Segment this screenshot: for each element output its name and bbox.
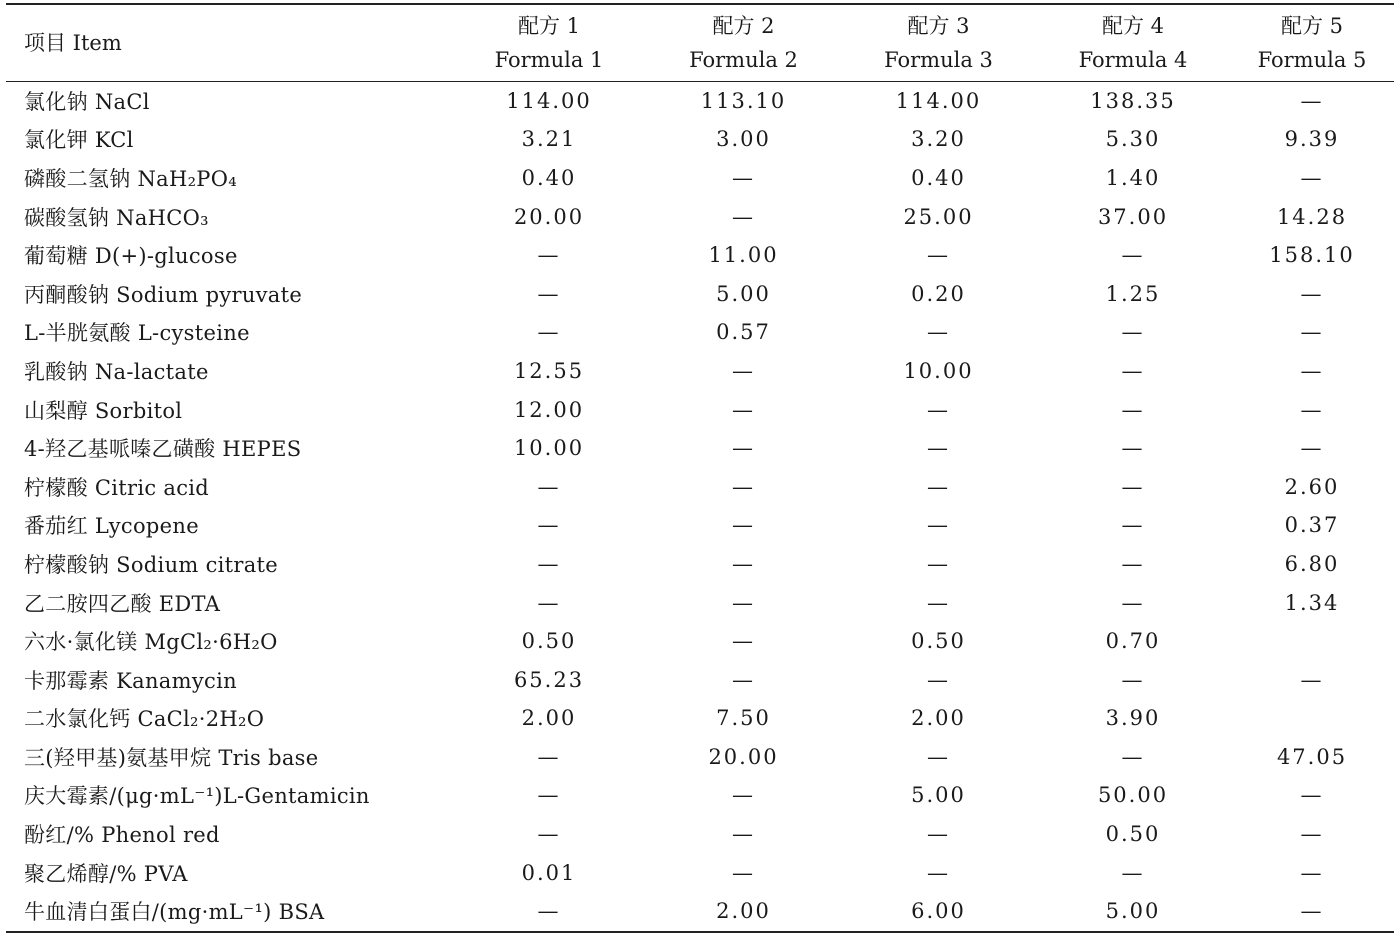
- cell-formula-1: —: [537, 474, 561, 499]
- cell-formula-4: 5.00: [1105, 899, 1161, 924]
- header-formula-5: [1230, 4, 1394, 81]
- table-row: [6, 313, 1394, 352]
- cell-formula-4: —: [1121, 358, 1145, 383]
- cell-formula-3: 0.40: [911, 165, 966, 190]
- cell-formula-2: —: [732, 436, 755, 461]
- cell-formula-1: —: [537, 783, 561, 808]
- row-item-name: 山梨醇 Sorbitol: [24, 398, 183, 423]
- row-item-name: 番茄红 Lycopene: [24, 514, 199, 539]
- header-formula-3: [841, 4, 1036, 81]
- header-formula-cn: 配方 3: [907, 13, 970, 38]
- table-row: [6, 159, 1394, 198]
- cell-formula-4: 1.25: [1105, 281, 1161, 306]
- cell-formula-1: —: [537, 744, 561, 769]
- row-item-name: 三(羟甲基)氨基甲烷 Tris base: [24, 745, 319, 770]
- cell-formula-2: —: [732, 513, 755, 538]
- cell-formula-5: —: [1300, 397, 1324, 422]
- table-row: [6, 506, 1394, 545]
- row-item-name: 六水·氯化镁 MgCl₂·6H₂O: [24, 630, 278, 655]
- cell-formula-2: —: [732, 474, 755, 499]
- cell-formula-2: 0.57: [716, 320, 771, 345]
- cell-formula-1: —: [537, 513, 561, 538]
- header-formula-en: Formula 2: [689, 47, 798, 72]
- table-row: [6, 352, 1394, 391]
- cell-formula-4: —: [1121, 860, 1145, 885]
- row-item-name: 丙酮酸钠 Sodium pyruvate: [24, 282, 303, 307]
- cell-formula-4: 3.90: [1105, 706, 1161, 731]
- cell-formula-2: 20.00: [708, 744, 779, 769]
- row-item-name: 柠檬酸钠 Sodium citrate: [24, 552, 279, 577]
- row-item-name: 碳酸氢钠 NaHCO₃: [24, 205, 209, 230]
- cell-formula-4: 138.35: [1090, 88, 1176, 113]
- row-item-name: 葡萄糖 D(+)-glucose: [24, 244, 238, 269]
- table-row: [6, 699, 1394, 738]
- row-item-name: 聚乙烯醇/% PVA: [24, 861, 188, 886]
- cell-formula-2: 3.00: [716, 127, 771, 152]
- table-row: [6, 236, 1394, 275]
- cell-formula-1: —: [537, 590, 561, 615]
- cell-formula-1: 12.00: [513, 397, 585, 422]
- cell-formula-1: 114.00: [506, 88, 592, 113]
- cell-formula-5: —: [1300, 667, 1324, 692]
- table-header: [6, 4, 1394, 81]
- header-formula-2: [646, 4, 841, 81]
- cell-formula-1: 0.01: [521, 860, 577, 885]
- cell-formula-2: —: [732, 204, 755, 229]
- cell-formula-2: 11.00: [708, 243, 779, 268]
- header-formula-cn: 配方 1: [517, 13, 581, 38]
- cell-formula-3: —: [927, 590, 950, 615]
- cell-formula-3: 3.20: [911, 127, 966, 152]
- cell-formula-1: 10.00: [513, 436, 585, 461]
- cell-formula-2: —: [732, 590, 755, 615]
- table-row: [6, 815, 1394, 854]
- cell-formula-5: —: [1300, 281, 1324, 306]
- cell-formula-3: 2.00: [911, 706, 966, 731]
- cell-formula-5: —: [1300, 358, 1324, 383]
- cell-formula-4: —: [1121, 474, 1145, 499]
- cell-formula-4: 50.00: [1097, 783, 1169, 808]
- cell-formula-5: 6.80: [1284, 551, 1340, 576]
- formula-table: [6, 3, 1394, 933]
- row-item-name: L-半胱氨酸 L-cysteine: [24, 321, 250, 346]
- cell-formula-2: —: [732, 667, 755, 692]
- header-formula-4: [1036, 4, 1230, 81]
- cell-formula-5: 1.34: [1284, 590, 1340, 615]
- header-formula-cn: 配方 2: [712, 13, 775, 38]
- cell-formula-2: —: [732, 629, 755, 654]
- table-row: [6, 81, 1394, 120]
- cell-formula-1: —: [537, 822, 561, 847]
- cell-formula-2: —: [732, 358, 755, 383]
- row-item-name: 氯化钾 KCl: [24, 128, 134, 153]
- cell-formula-3: 10.00: [903, 358, 974, 383]
- cell-formula-4: 1.40: [1105, 165, 1161, 190]
- cell-formula-3: —: [927, 822, 950, 847]
- cell-formula-1: 65.23: [513, 667, 585, 692]
- table-row: [6, 660, 1394, 699]
- cell-formula-4: —: [1121, 551, 1145, 576]
- cell-formula-5: [1230, 699, 1394, 738]
- row-item-name: 乙二胺四乙酸 EDTA: [24, 591, 221, 616]
- cell-formula-3: —: [927, 513, 950, 538]
- cell-formula-2: —: [732, 783, 755, 808]
- table-row: [6, 622, 1394, 661]
- row-item-name: 酚红/% Phenol red: [24, 823, 220, 848]
- row-item-name: 氯化钠 NaCl: [24, 89, 150, 114]
- cell-formula-3: 6.00: [911, 899, 966, 924]
- cell-formula-3: —: [927, 551, 950, 576]
- table-row: [6, 429, 1394, 468]
- cell-formula-4: —: [1121, 590, 1145, 615]
- table-row: [6, 776, 1394, 815]
- cell-formula-1: —: [537, 899, 561, 924]
- cell-formula-1: —: [537, 243, 561, 268]
- row-item-name: 牛血清白蛋白/(mg·mL⁻¹) BSA: [24, 900, 325, 925]
- cell-formula-4: —: [1121, 243, 1145, 268]
- cell-formula-2: —: [732, 165, 755, 190]
- cell-formula-2: —: [732, 860, 755, 885]
- cell-formula-3: —: [927, 860, 950, 885]
- cell-formula-5: —: [1300, 822, 1324, 847]
- cell-formula-4: —: [1121, 667, 1145, 692]
- cell-formula-1: 3.21: [521, 127, 577, 152]
- cell-formula-5: —: [1300, 436, 1324, 461]
- cell-formula-4: 0.50: [1105, 822, 1161, 847]
- cell-formula-1: —: [537, 320, 561, 345]
- cell-formula-5: —: [1300, 860, 1324, 885]
- cell-formula-5: 47.05: [1276, 744, 1348, 769]
- cell-formula-3: —: [927, 243, 950, 268]
- cell-formula-5: —: [1300, 88, 1324, 113]
- cell-formula-1: 20.00: [513, 204, 585, 229]
- row-item-name: 磷酸二氢钠 NaH₂PO₄: [24, 166, 237, 191]
- header-formula-en: Formula 1: [494, 47, 604, 72]
- table-body: [6, 81, 1394, 932]
- cell-formula-4: 5.30: [1105, 127, 1161, 152]
- cell-formula-1: —: [537, 551, 561, 576]
- row-item-name: 二水氯化钙 CaCl₂·2H₂O: [24, 707, 265, 732]
- cell-formula-5: —: [1300, 783, 1324, 808]
- cell-formula-1: 12.55: [513, 358, 585, 383]
- cell-formula-1: 0.40: [521, 165, 577, 190]
- row-item-name: 卡那霉素 Kanamycin: [24, 668, 237, 693]
- cell-formula-3: 5.00: [911, 783, 966, 808]
- cell-formula-3: —: [927, 397, 950, 422]
- cell-formula-5: —: [1300, 165, 1324, 190]
- cell-formula-3: 25.00: [903, 204, 974, 229]
- cell-formula-3: —: [927, 474, 950, 499]
- cell-formula-4: —: [1121, 744, 1145, 769]
- cell-formula-4: 37.00: [1097, 204, 1169, 229]
- cell-formula-5: 2.60: [1284, 474, 1340, 499]
- row-item-name: 乳酸钠 Na-lactate: [24, 359, 209, 384]
- cell-formula-2: 2.00: [716, 899, 771, 924]
- cell-formula-1: 2.00: [521, 706, 577, 731]
- cell-formula-4: —: [1121, 320, 1145, 345]
- cell-formula-5: 0.37: [1284, 513, 1340, 538]
- cell-formula-5: 14.28: [1276, 204, 1348, 229]
- cell-formula-5: —: [1300, 899, 1324, 924]
- cell-formula-2: 7.50: [716, 706, 771, 731]
- table-row: [6, 120, 1394, 159]
- table-row: [6, 467, 1394, 506]
- cell-formula-4: —: [1121, 397, 1145, 422]
- row-item-name: 庆大霉素/(μg·mL⁻¹)L-Gentamicin: [24, 784, 370, 809]
- cell-formula-2: —: [732, 551, 755, 576]
- cell-formula-5: 158.10: [1269, 243, 1355, 268]
- cell-formula-4: —: [1121, 513, 1145, 538]
- cell-formula-3: 0.50: [911, 629, 966, 654]
- cell-formula-3: 0.20: [911, 281, 966, 306]
- table-row: [6, 274, 1394, 313]
- header-formula-en: Formula 4: [1078, 47, 1188, 72]
- header-formula-en: Formula 3: [884, 47, 993, 72]
- cell-formula-5: 9.39: [1284, 127, 1340, 152]
- table-row: [6, 853, 1394, 892]
- cell-formula-4: 0.70: [1105, 629, 1161, 654]
- header-formula-cn: 配方 4: [1101, 13, 1165, 38]
- header-formula-cn: 配方 5: [1280, 13, 1344, 38]
- row-item-name: 柠檬酸 Citric acid: [24, 475, 210, 500]
- cell-formula-3: 114.00: [895, 88, 982, 113]
- table-row: [6, 197, 1394, 236]
- table-row: [6, 390, 1394, 429]
- cell-formula-5: —: [1300, 320, 1324, 345]
- cell-formula-1: 0.50: [521, 629, 577, 654]
- row-item-name: 4-羟乙基哌嗪乙磺酸 HEPES: [24, 437, 302, 462]
- cell-formula-2: 113.10: [700, 88, 787, 113]
- cell-formula-3: —: [927, 744, 950, 769]
- header-item: 项目 Item: [24, 30, 122, 55]
- cell-formula-3: —: [927, 667, 950, 692]
- cell-formula-1: —: [537, 281, 561, 306]
- cell-formula-2: —: [732, 397, 755, 422]
- table-row: [6, 583, 1394, 622]
- table-row: [6, 545, 1394, 584]
- cell-formula-3: —: [927, 320, 950, 345]
- cell-formula-2: —: [732, 822, 755, 847]
- table-row: [6, 738, 1394, 777]
- cell-formula-5: [1230, 622, 1394, 661]
- cell-formula-3: —: [927, 436, 950, 461]
- cell-formula-4: —: [1121, 436, 1145, 461]
- header-formula-1: [452, 4, 646, 81]
- cell-formula-2: 5.00: [716, 281, 771, 306]
- header-formula-en: Formula 5: [1257, 47, 1367, 72]
